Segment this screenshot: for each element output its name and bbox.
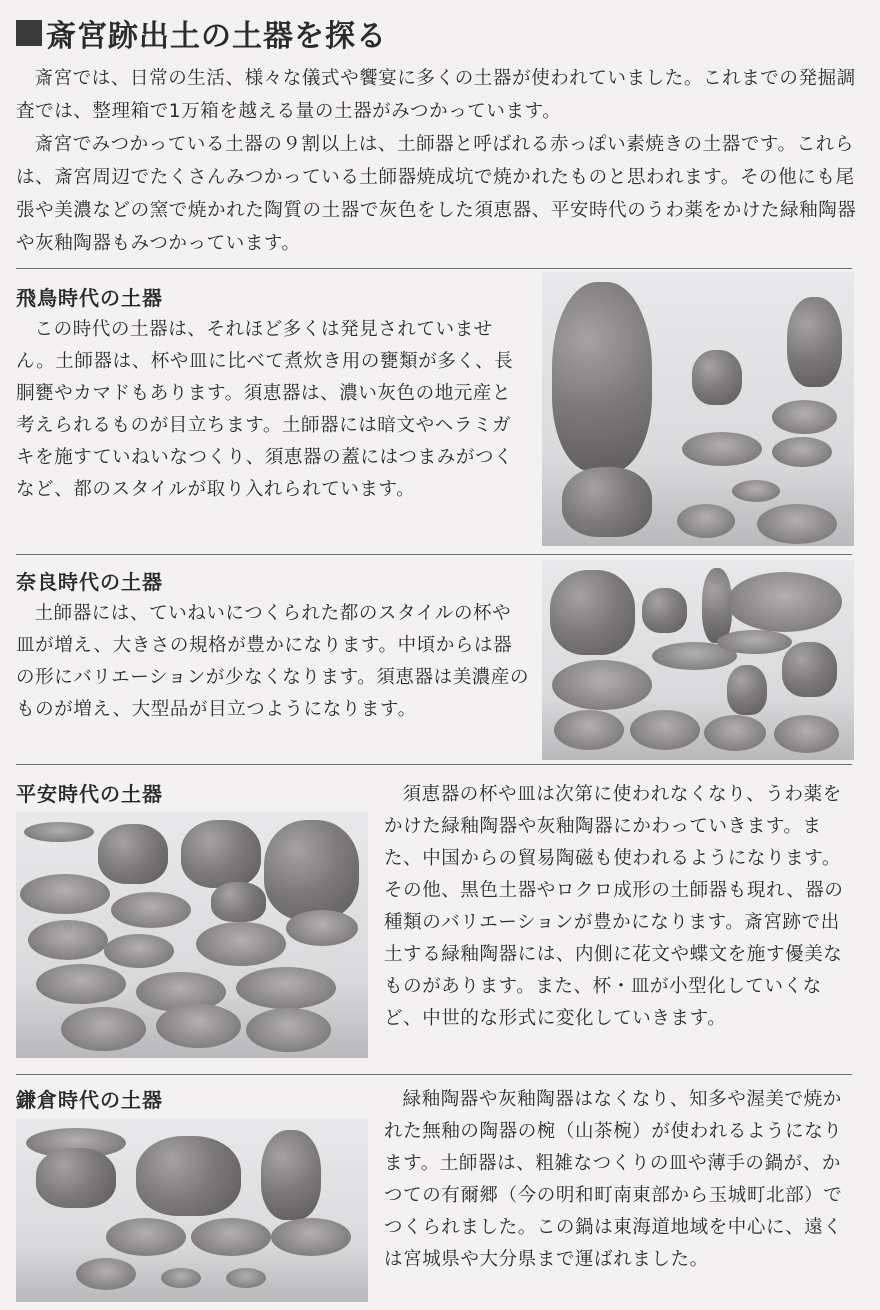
section-title-asuka: 飛鳥時代の土器: [16, 286, 163, 310]
intro-paragraph-1: 斎宮では、日常の生活、様々な儀式や饗宴に多くの土器が使われていました。これまでの発掘調査では、整理箱で1万箱を越える量の土器がみつかっています。: [16, 68, 856, 122]
intro-text: [16, 62, 864, 260]
section-body-kamakura-text: 緑釉陶器や灰釉陶器はなくなり、知多や渥美で焼かれた無釉の陶器の椀（山茶椀）が使われるようになります。土師器は、粗雑なつくりの皿や薄手の鍋が、かつての有爾郷（今の明和町南東部から玉城町北部）でつくられました。この鍋は東海道地域を中心に、遠くは宮城県や大分県まで運ばれました。: [384, 1089, 843, 1270]
section-title-kamakura: 鎌倉時代の土器: [16, 1088, 163, 1112]
page-title-text: 斎宮跡出土の土器を探る: [46, 19, 387, 54]
title-square-icon: [16, 20, 42, 46]
photo-nara-pottery: [542, 560, 854, 760]
section-title-heian: 平安時代の土器: [16, 782, 163, 806]
section-body-nara-text: 土師器には、ていねいにつくられた都のスタイルの杯や皿が増え、大きさの規格が豊かになります。中頃からは器の形にバリエーションが少なくなります。須恵器は美濃産のものが増え、大型品が目立つようになります。: [16, 603, 530, 720]
section-body-kamakura: [384, 1084, 854, 1276]
section-body-nara: [16, 598, 530, 726]
section-title-nara: 奈良時代の土器: [16, 570, 163, 594]
section-body-heian: [384, 779, 854, 1035]
section-divider: [16, 268, 852, 269]
photo-kamakura-pottery: [16, 1118, 368, 1302]
section-body-asuka-text: この時代の土器は、それほど多くは発見されていません。土師器は、杯や皿に比べて煮炊き用の甕類が多く、長胴甕やカマドもあります。須恵器は、濃い灰色の地元産と考えられるものが目立ちます。土師器には暗文やヘラミガキを施すていねいなつくり、須恵器の蓋にはつまみがつくなど、都のスタイルが取り入れられています。: [16, 319, 514, 500]
section-divider: [16, 1074, 852, 1075]
section-divider: [16, 764, 852, 765]
section-body-asuka: [16, 314, 530, 506]
section-body-heian-text: 須恵器の杯や皿は次第に使われなくなり、うわ薬をかけた緑釉陶器や灰釉陶器にかわっていきます。また、中国からの貿易陶磁も使われるようになります。その他、黒色土器やロクロ成形の土師器も現れ、器の種類のバリエーションが豊かになります。斎宮跡で出土する緑釉陶器には、内側に花文や蝶文を施す優美なものがあります。また、杯・皿が小型化していくなど、中世的な形式に変化していきます。: [384, 784, 844, 1029]
photo-asuka-pottery: [542, 272, 854, 546]
intro-paragraph-2: 斎宮でみつかっている土器の９割以上は、土師器と呼ばれる赤っぽい素焼きの土器です。これらは、斎宮周辺でたくさんみつかっている土師器焼成坑で焼かれたものと思われます。その他にも尾張や美濃などの窯で焼かれた陶質の土器で灰色をした須恵器、平安時代のうわ薬をかけた緑釉陶器や灰釉陶器もみつかっています。: [16, 134, 857, 254]
page-title: [16, 12, 387, 54]
section-divider: [16, 554, 852, 555]
photo-heian-pottery: [16, 812, 368, 1058]
